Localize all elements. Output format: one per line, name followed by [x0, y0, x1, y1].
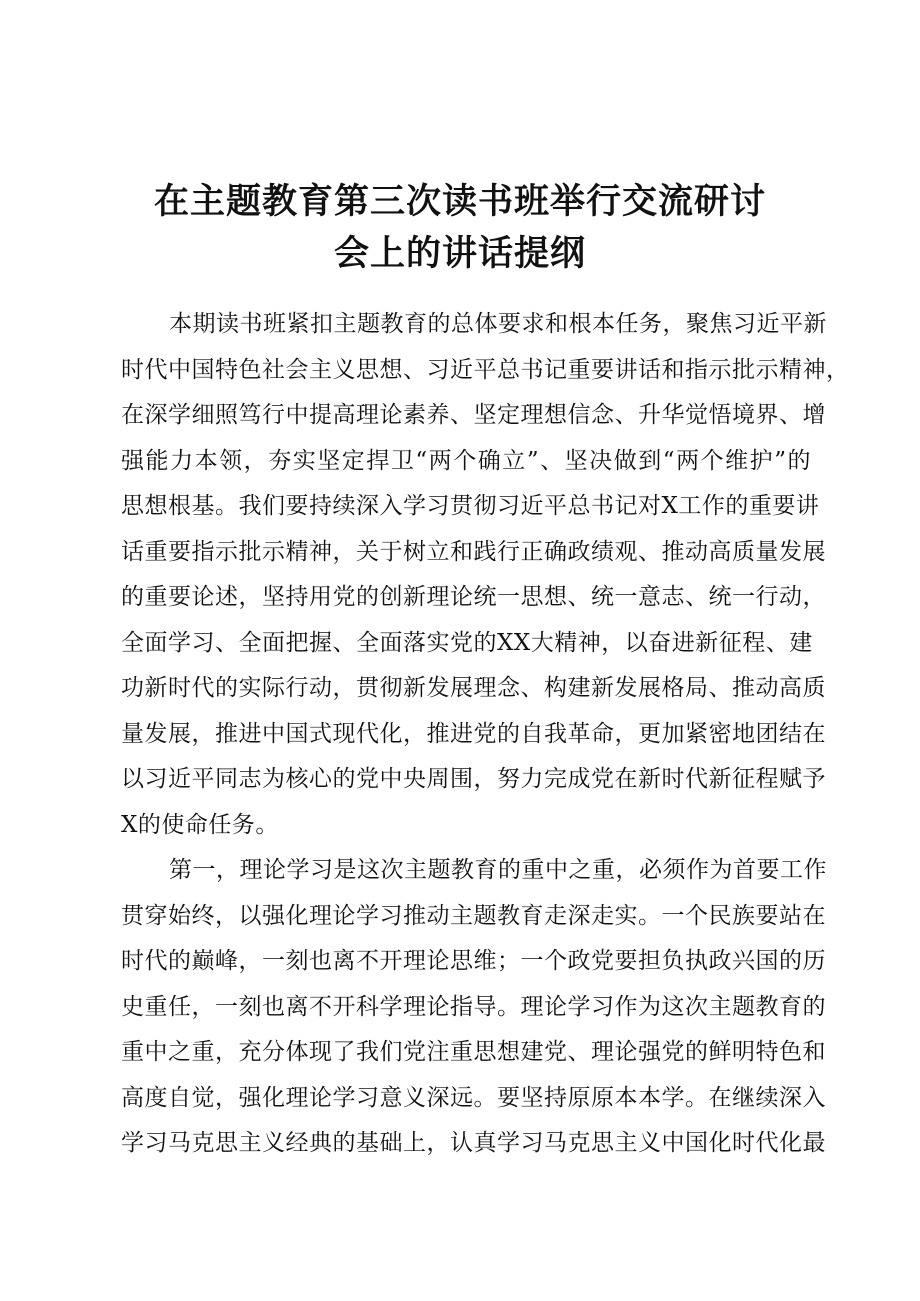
paragraph-2-line: 高度自觉，强化理论学习意义深远。要坚持原原本本学。在继续深入	[121, 1084, 826, 1111]
paragraph-1-line: 思想根基。我们要持续深入学习贯彻习近平总书记对X工作的重要讲	[121, 493, 820, 519]
paragraph-1-line: 量发展，推进中国式现代化，推进党的自我革命，更加紧密地团结在	[121, 720, 826, 747]
paragraph-1-line: 全面学习、全面把握、全面落实党的XX大精神，以奋进新征程、建	[121, 629, 813, 656]
paragraph-1	[121, 302, 850, 848]
paragraph-2-line: 重中之重，充分体现了我们党注重思想建党、理论强党的鲜明特色和	[121, 1039, 826, 1065]
paragraph-2-line: 史重任，一刻也离不开科学理论指导。理论学习作为这次主题教育的	[121, 993, 826, 1020]
paragraph-2-line: 时代的巅峰，一刻也离不开理论思维；一个政党要担负执政兴国的历	[121, 948, 826, 974]
paragraph-1-line: 功新时代的实际行动，贯彻新发展理念、构建新发展格局、推动高质	[121, 675, 826, 701]
paragraph-2-line: 学习马克思主义经典的基础上，认真学习马克思主义中国化时代化最	[121, 1130, 826, 1156]
document-body	[121, 302, 850, 1167]
paragraph-2-line: 第一，理论学习是这次主题教育的重中之重，必须作为首要工作	[169, 857, 827, 883]
paragraph-1-line: 在深学细照笃行中提高理论素养、坚定理想信念、升华觉悟境界、增	[121, 402, 826, 428]
title-line-1: 在主题教育第三次读书班举行交流研讨	[153, 182, 766, 222]
paragraph-2-line: 贯穿始终，以强化理论学习推动主题教育走深走实。一个民族要站在	[121, 902, 826, 929]
title-line-2: 会上的讲话提纲	[333, 234, 586, 274]
paragraph-1-line: 以习近平同志为核心的党中央周围，努力完成党在新时代新征程赋予	[121, 766, 826, 792]
document-title	[120, 176, 800, 280]
paragraph-1-line: 本期读书班紧扣主题教育的总体要求和根本任务，聚焦习近平新	[169, 311, 827, 337]
paragraph-1-line: X的使命任务。	[121, 811, 279, 838]
paragraph-1-line: 时代中国特色社会主义思想、习近平总书记重要讲话和指示批示精神，	[121, 356, 850, 383]
paragraph-1-line: 话重要指示批示精神，关于树立和践行正确政绩观、推动高质量发展	[121, 538, 826, 565]
paragraph-1-line: 的重要论述，坚持用党的创新理论统一思想、统一意志、统一行动，	[121, 584, 826, 610]
paragraph-1-line: 强能力本领，夯实坚定捍卫“两个确立”、坚决做到“两个维护”的	[121, 447, 811, 474]
paragraph-2	[121, 848, 827, 1167]
